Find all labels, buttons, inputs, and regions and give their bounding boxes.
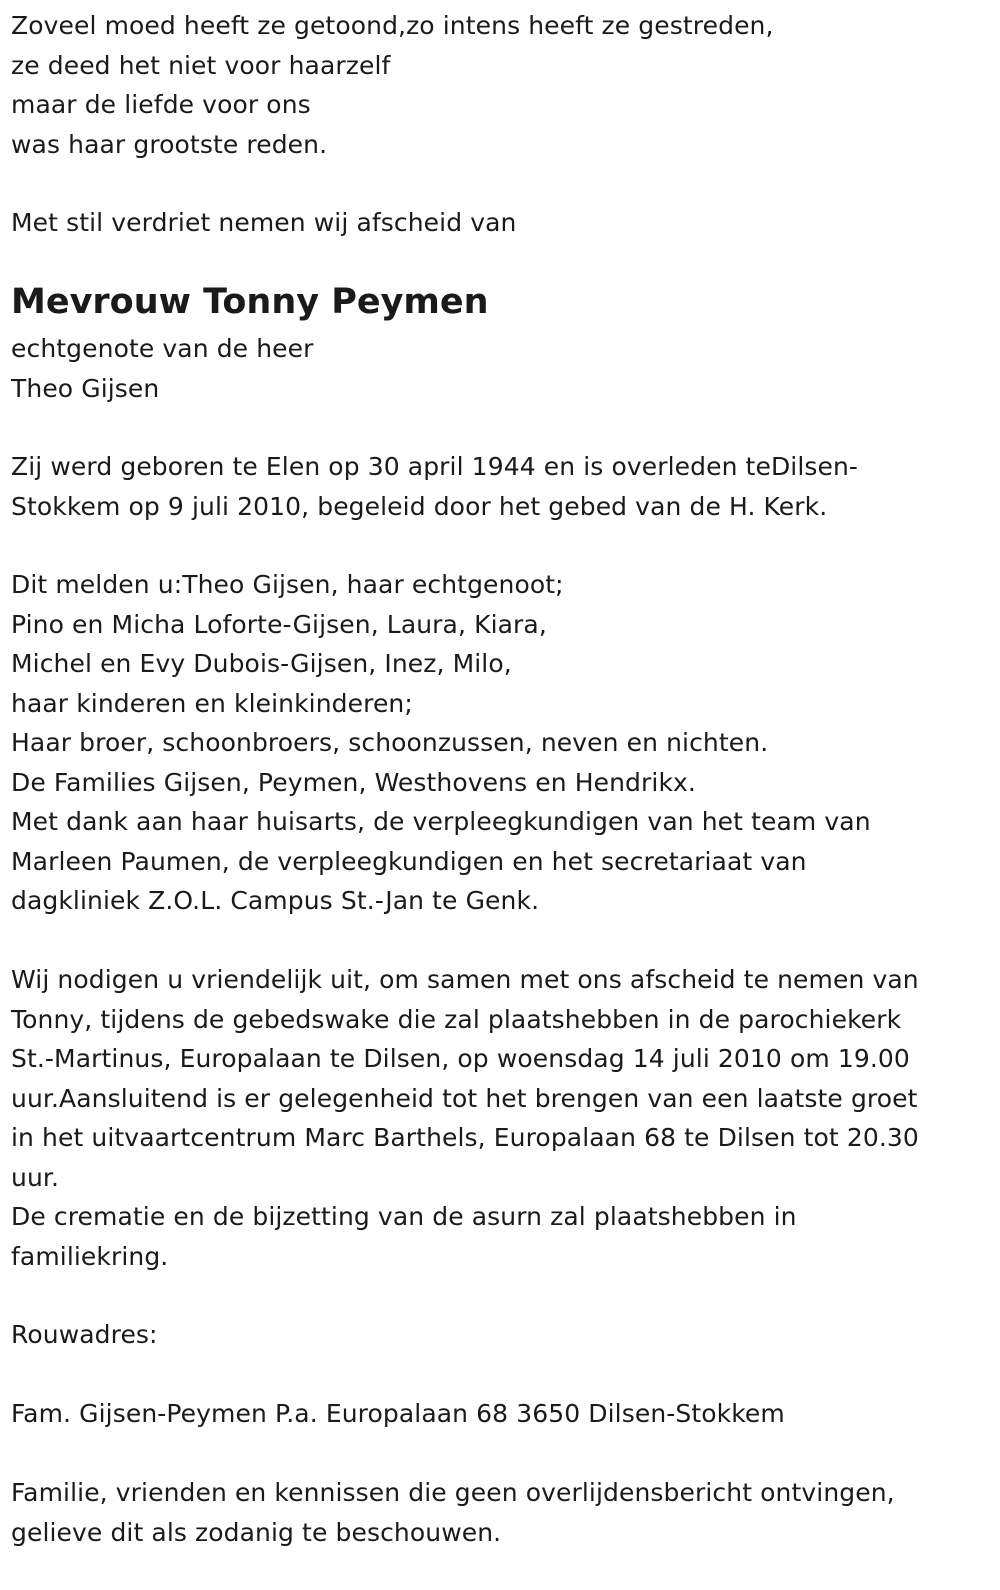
- poem-line: was haar grootste reden.: [11, 129, 328, 159]
- relation-line: Theo Gijsen: [11, 373, 160, 403]
- birth-death-line: Zij werd geboren te Elen op 30 april 1944 en is overleden teDilsen-: [11, 452, 859, 481]
- family-line: Pino en Micha Loforte-Gijsen, Laura, Kiara,: [11, 609, 547, 639]
- closing-line: gelieve dit als zodanig te beschouwen.: [11, 1517, 502, 1547]
- intro-text: Met stil verdriet nemen wij afscheid van: [11, 208, 517, 237]
- poem: [11, 6, 980, 164]
- invitation-line: in het uitvaartcentrum Marc Barthels, Europalaan 68 te Dilsen tot 20.30: [11, 1123, 919, 1152]
- family-announcement: [11, 565, 980, 921]
- family-line: haar kinderen en kleinkinderen;: [11, 688, 413, 718]
- family-line: Michel en Evy Dubois-Gijsen, Inez, Milo,: [11, 649, 512, 678]
- birth-death-line: Stokkem op 9 juli 2010, begeleid door het gebed van de H. Kerk.: [11, 491, 828, 521]
- invitation: [11, 960, 980, 1276]
- invitation-line: familiekring.: [11, 1241, 169, 1271]
- family-line: Met dank aan haar huisarts, de verpleegkundigen van het team van: [11, 807, 871, 836]
- closing: [11, 1473, 980, 1552]
- family-line: Haar broer, schoonbroers, schoonzussen, neven en nichten.: [11, 728, 769, 757]
- closing-line: Familie, vrienden en kennissen die geen overlijdensbericht ontvingen,: [11, 1478, 895, 1507]
- invitation-line: Tonny, tijdens de gebedswake die zal plaatshebben in de parochiekerk: [11, 1004, 902, 1034]
- deceased-name: Mevrouw Tonny Peymen: [11, 282, 489, 322]
- invitation-line: St.-Martinus, Europalaan te Dilsen, op woensdag 14 juli 2010 om 19.00: [11, 1044, 910, 1073]
- family-line: Dit melden u:Theo Gijsen, haar echtgenoot;: [11, 570, 564, 599]
- address-value-block: [11, 1394, 980, 1434]
- family-line: dagkliniek Z.O.L. Campus St.-Jan te Genk.: [11, 886, 540, 915]
- family-line: Marleen Paumen, de verpleegkundigen en het secretariaat van: [11, 846, 807, 876]
- invitation-line: De crematie en de bijzetting van de asurn zal plaatshebben in: [11, 1202, 797, 1231]
- birth-death: [11, 447, 980, 526]
- address-label: Rouwadres:: [11, 1320, 158, 1349]
- address-label-block: [11, 1315, 980, 1355]
- family-line: De Families Gijsen, Peymen, Westhovens en Hendrikx.: [11, 767, 696, 797]
- invitation-line: uur.Aansluitend is er gelegenheid tot het brengen van een laatste groet: [11, 1083, 918, 1113]
- relation: [11, 329, 980, 408]
- poem-line: Zoveel moed heeft ze getoond,zo intens heeft ze gestreden,: [11, 11, 774, 40]
- intro: [11, 203, 980, 243]
- address-value: Fam. Gijsen-Peymen P.a. Europalaan 68 3650 Dilsen-Stokkem: [11, 1399, 785, 1428]
- relation-line: echtgenote van de heer: [11, 334, 314, 363]
- invitation-line: uur.: [11, 1162, 60, 1192]
- poem-line: maar de liefde voor ons: [11, 90, 311, 119]
- poem-line: ze deed het niet voor haarzelf: [11, 50, 391, 80]
- invitation-line: Wij nodigen u vriendelijk uit, om samen met ons afscheid te nemen van: [11, 965, 919, 994]
